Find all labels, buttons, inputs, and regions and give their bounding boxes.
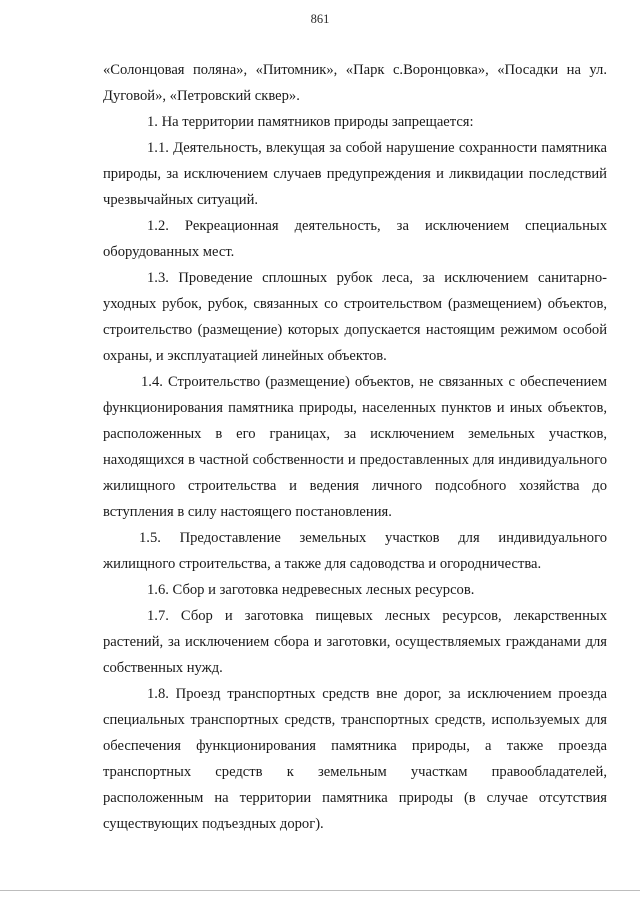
- page-number: 861: [310, 12, 330, 26]
- paragraph-1-4: 1.4. Строительство (размещение) объектов, не связанных с обеспечением функционирования памятника природы, населенных пунктов и иных объектов, расположенных в его границах, за исключением земельных участков, находящихся в частной собственности и предоставленных для индивидуального жилищного строительства и ведения личного подсобного хозяйства до вступления в силу настоящего постановления.: [103, 374, 607, 520]
- paragraph-1-1: 1.1. Деятельность, влекущая за собой нарушение сохранности памятника природы, за исключением случаев предупреждения и ликвидации последствий чрезвычайных ситуаций.: [103, 140, 607, 208]
- document-body: [103, 57, 607, 837]
- paragraph-park-list: «Солонцовая поляна», «Питомник», «Парк с.Воронцовка», «Посадки на ул. Дуговой», «Петровский сквер».: [103, 62, 607, 104]
- page-bottom-divider: [0, 890, 640, 891]
- paragraph-1-2: 1.2. Рекреационная деятельность, за исключением специальных оборудованных мест.: [103, 218, 607, 260]
- paragraph-1-6: 1.6. Сбор и заготовка недревесных лесных ресурсов.: [147, 582, 475, 598]
- paragraph-1-3: 1.3. Проведение сплошных рубок леса, за исключением санитарно-уходных рубок, рубок, связанных со строительством (размещением) объектов, строительство (размещение) которых допускается настоящим режимом особой охраны, и эксплуатацией линейных объектов.: [103, 270, 607, 364]
- paragraph-prohibitions-heading: 1. На территории памятников природы запрещается:: [147, 114, 474, 130]
- paragraph-1-8: 1.8. Проезд транспортных средств вне дорог, за исключением проезда специальных транспортных средств, транспортных средств, используемых для обеспечения функционирования памятника природы, а также проезда транспортных средств к земельным участкам правообладателей, расположенным на территории памятника природы (в случае отсутствия существующих подъездных дорог).: [103, 686, 607, 832]
- paragraph-1-7: 1.7. Сбор и заготовка пищевых лесных ресурсов, лекарственных растений, за исключением сбора и заготовки, осуществляемых гражданами для собственных нужд.: [103, 608, 607, 676]
- paragraph-1-5: 1.5. Предоставление земельных участков для индивидуального жилищного строительства, а также для садоводства и огородничества.: [103, 530, 607, 572]
